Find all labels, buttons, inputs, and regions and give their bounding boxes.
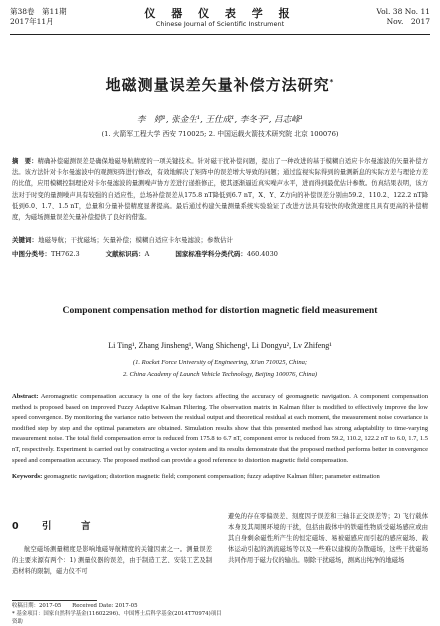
journal-title-cn: 仪 器 仪 表 学 报 <box>144 7 296 20</box>
abstract-en-text: Aeromagnetic compensation accuracy is one of the key factors affecting the accuracy of geomagnetic navigation. A component compensation method is proposed based on improved Fuzzy Adaptive Kalman Filtering. The observation matrix in Kalman filter is modified to effectively improve the low speed convergence. By monitoring the variance ratio between the residual output and theoretical residual at each moment, the measurement noise covariance is modified step by step and the optimal parameters are obtained. Simulation results show that this presented method has strong adaptability to time-varying measurement noise. The total field compensation error is reduced from 175.8 to 6.7 nT, component error is reduced from 59.2, 110.2, 122.2 nT to 6.0, 1.7, 1.5 nT, respectively. Experiment is carried out by constructing a vector system and its results demonstrate that the proposed method performs better in convergence speed and compensation accuracy. The proposed method can provide a good reference to distortion magnetic field compensation. <box>12 393 428 464</box>
footnote-rule <box>12 600 97 601</box>
abstract-cn-label: 摘 要： <box>12 158 38 165</box>
clc-label: 中图分类号： <box>12 250 51 258</box>
affiliation-cn: (1. 火箭军工程大学 西安 710025; 2. 中国运载火箭技术研究院 北京 100076) <box>101 130 339 138</box>
classification-codes <box>12 249 428 259</box>
header-rule <box>10 34 430 35</box>
keywords-en-text: geomagnetic navigation; distortion magnetic field; component compensation; fuzzy adaptive Kalman filter; parameter estimation <box>43 473 380 480</box>
section-number: 0 <box>12 521 29 532</box>
doc-code-value: A <box>144 250 150 258</box>
paper-title-cn <box>0 74 440 95</box>
abstract-cn-text: 精确补偿磁测误差是确保地磁导航精度的一项关键技术。针对磁干扰补偿问题，提出了一种改进的基于模糊自适应卡尔曼滤波的矢量补偿方法。该方法针对卡尔曼滤波中的观测矩阵进行修改，有效地解决了矩阵中的误差增大导致的问题；通过监视实际得到的量测新息的实际方差与理论方差的比值，应用模糊控制理论对卡尔曼滤波的量测噪声协方差进行递推修正，使其逐渐逼近真实噪声水平，进而得到最优估计参数。仿真结果表明，该方法对于时变的量测噪声具有较强的自适应性，总场补偿误差从175.8 nT降低到6.7 nT，X、Y、Z方向的补偿误差分别由59.2、110.2、122.2 nT降低到6.0、1.7、1.5 nT，总量和分量补偿精度显著提高。最后通过构建矢量测量系统实验验证了改进方法具有较快的收敛速度且具有更高的补偿精度，为磁场测量误差矢量补偿提供了良好的借鉴。 <box>12 158 429 222</box>
keywords-en <box>12 472 428 483</box>
received-date: 收稿日期：2017-05 Received Date: 2017-05 <box>12 603 138 609</box>
paper-title-cn-text: 地磁测量误差矢量补偿方法研究 <box>105 76 330 94</box>
paper-title-en: Component compensation method for distortion magnetic field measurement <box>62 305 378 316</box>
keywords-en-label: Keywords: <box>12 473 43 480</box>
clc-value: TH762.3 <box>51 250 80 258</box>
abstract-en <box>12 392 428 466</box>
authors-cn: 李 婷¹, 张金生¹, 王仕成¹, 李冬予², 吕志峰¹ <box>136 115 304 125</box>
volume-issue-cn: 第38卷 第11期 <box>10 7 67 16</box>
section-heading-intro <box>12 518 212 532</box>
affiliation-en-line-2: 2. China Academy of Launch Vehicle Technology, Beijing 100076, China) <box>122 371 318 378</box>
journal-header <box>10 7 430 33</box>
keywords-cn-label: 关键词： <box>12 236 38 244</box>
volume-info-en <box>376 7 430 27</box>
affiliation-en <box>0 357 440 381</box>
section-title: 引 言 <box>41 521 101 532</box>
doc-code-label: 文献标识码： <box>105 250 145 258</box>
journal-title-block <box>10 7 430 29</box>
left-column <box>12 518 212 577</box>
right-column-paragraph: 避免的存在零偏误差、刻度因子误差和三轴非正交误差等；2) 飞行载体本身及其周围环境的干扰，包括由载体中的铁磁性物质受磁场感应或由其自身剩余磁性所产生的恒定磁场、易被磁感应而引起的感应磁场、载体运动引起的涡流磁场等以及一些难以建模的杂散磁场，这些干扰磁场共同作用于磁力仪的输出。剔除干扰磁场，测离出纯净的地磁场 <box>228 513 428 564</box>
abstract-en-label: Abstract: <box>12 393 39 400</box>
authors-en: Li Ting¹, Zhang Jinsheng¹, Wang Shicheng¹, Li Dongyu², Lv Zhifeng¹ <box>108 341 332 350</box>
subject-code-value: 460.4030 <box>246 250 278 258</box>
fund-info: * 基金项目：国家自然科学基金(11602296)、中国博士后科学基金(2014T70974)项目资助 <box>12 611 222 625</box>
subject-code-label: 国家标准学科分类代码： <box>175 250 247 258</box>
volume-issue-en: Vol. 38 No. 11 <box>376 7 430 16</box>
affiliation-en-line-1: (1. Rocket Force University of Engineering, Xi'an 710025, China; <box>132 359 308 366</box>
keywords-cn-text: 地磁导航；干扰磁场；矢量补偿；模糊自适应卡尔曼滤波；参数估计 <box>38 236 233 244</box>
abstract-cn <box>12 156 428 223</box>
date-cn: 2017年11月 <box>10 17 54 26</box>
intro-paragraph: 航空磁场测量精度是影响地磁导航精度的关键因素之一。测量误差的主要来源有两个：1) 测量仪器的误差，由于制造工艺、安装工艺及制造材料的限制，磁力仪不可 <box>12 546 212 575</box>
footnote <box>12 602 222 626</box>
title-footnote-mark: * <box>329 78 335 86</box>
journal-title-en: Chinese Journal of Scientific Instrument <box>155 20 285 28</box>
date-en: Nov. 2017 <box>386 17 430 26</box>
keywords-cn <box>12 235 428 245</box>
